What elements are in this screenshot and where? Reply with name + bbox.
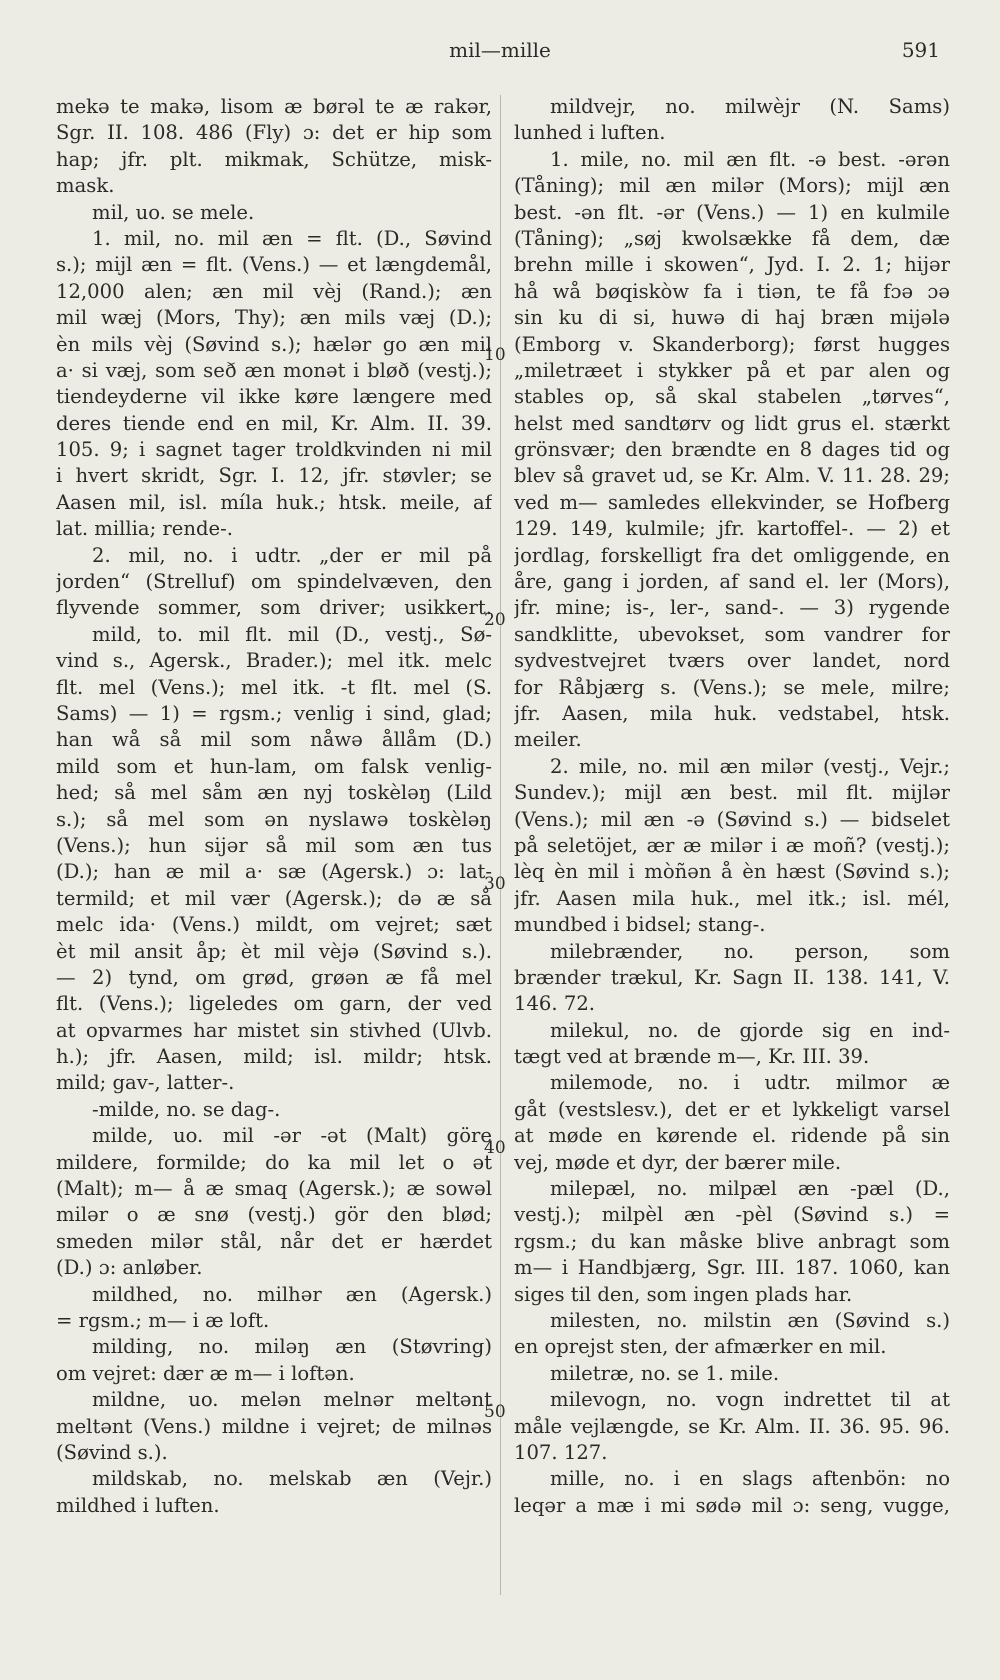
entry-text-line: (Tåning); „søj kwolsække få dem, dæ — [514, 226, 950, 250]
entry-text-line: mildere, formilde; do ka mil let o ət — [56, 1150, 492, 1174]
entry-headword-line: 2. mile, no. mil æn milər (vestj., Vejr.; — [550, 754, 950, 778]
entry-text-line: grönsvær; den brændte en 8 dages tid og — [514, 438, 950, 462]
entry-text-line: sin ku di si, huwə di haj bræn mijələ — [514, 306, 950, 330]
entry-text-line: meiler. — [514, 728, 582, 752]
entry-text-line: i hvert skridt, Sgr. I. 12, jfr. støvler; se — [56, 464, 492, 488]
entry-text-line: mild som et hun-lam, om falsk venlig- — [56, 754, 492, 778]
entry-headword-line: mille, no. i en slags aftenbön: no — [550, 1467, 950, 1491]
entry-text-line: 107. 127. — [514, 1440, 608, 1464]
entry-text-line: jfr. Aasen, mila huk. vedstabel, htsk. — [514, 701, 950, 725]
entry-text-line: = rgsm.; m— i æ loft. — [56, 1308, 270, 1332]
line-number: 10 — [484, 345, 506, 365]
entry-text-line: vestj.); milpèl æn -pèl (Søvind s.) = — [514, 1203, 950, 1227]
entry-text-line: mild; gav-, latter-. — [56, 1071, 235, 1095]
entry-headword-line: 1. mile, no. mil æn flt. -ə best. -ərən — [550, 147, 950, 171]
entry-text-line: lunhed i luften. — [514, 121, 666, 145]
entry-headword-line: mildskab, no. melskab æn (Vejr.) — [92, 1467, 492, 1491]
entry-text-line: milər o æ snø (vestj.) gör den blød; — [56, 1203, 492, 1227]
entry-text-line: sandklitte, ubevokset, som vandrer for — [514, 622, 950, 646]
entry-text-line: (Søvind s.). — [56, 1440, 168, 1464]
entry-text-line: gåt (vestslesv.), det er et lykkeligt varsel — [514, 1097, 950, 1121]
entry-text-line: Sams) — 1) = rgsm.; venlig i sind, glad; — [56, 701, 492, 725]
entry-text-line: 146. 72. — [514, 992, 596, 1016]
entry-text-line: han wå så mil som nåwə ållåm (D.) — [56, 728, 492, 752]
entry-headword-line: 1. mil, no. mil æn = flt. (D., Søvind — [92, 226, 492, 250]
entry-text-line: flt. mel (Vens.); mel itk. -t flt. mel (S. — [56, 675, 492, 699]
entry-text-line: s.); mijl æn = flt. (Vens.) — et længdemål, — [56, 253, 492, 277]
entry-text-line: (D.) ɔ: anløber. — [56, 1256, 203, 1280]
entry-text-line: vej, møde et dyr, der bærer mile. — [514, 1150, 842, 1174]
entry-text-line: smeden milər stål, når det er hærdet — [56, 1229, 492, 1253]
running-head — [0, 38, 1000, 70]
entry-text-line: jorden“ (Strelluf) om spindelvæven, den — [56, 570, 492, 594]
entry-text-line: termild; et mil vær (Agersk.); də æ så — [56, 886, 492, 910]
entry-text-line: på seletöjet, ær æ milər i æ moñ? (vestj.); — [514, 833, 950, 857]
entry-text-line: 12,000 alen; æn mil vèj (Rand.); æn — [56, 279, 492, 303]
entry-text-line: jordlag, forskelligt fra det omliggende, en — [514, 543, 950, 567]
entry-text-line: deres tiende end en mil, Kr. Alm. II. 39. — [56, 411, 492, 435]
entry-text-line: melc ida· (Vens.) mildt, om vejret; sæt — [56, 913, 492, 937]
entry-text-line: mekə te makə, lisom æ børəl te æ rakər, — [56, 95, 492, 118]
entry-headword-line: mildhed, no. milhər æn (Agersk.) — [92, 1282, 492, 1306]
entry-text-line: mask. — [56, 174, 115, 198]
entry-text-line: lat. millia; rende-. — [56, 517, 234, 541]
entry-text-line: ved m— samledes ellekvinder, se Hofberg — [514, 490, 950, 514]
entry-headword-line: milde, uo. mil -ər -ət (Malt) göre — [92, 1124, 492, 1148]
entry-text-line: en oprejst sten, der afmærker en mil. — [514, 1335, 887, 1359]
entry-headword-line: milevogn, no. vogn indrettet til at — [550, 1388, 950, 1412]
entry-text-line: mundbed i bidsel; stang-. — [514, 913, 766, 937]
entry-headword-line: mil, uo. se mele. — [92, 200, 255, 224]
entry-text-line: måle vejlængde, se Kr. Alm. II. 36. 95. 96. — [514, 1414, 950, 1438]
entry-text-line: flt. (Vens.); ligeledes om garn, der ved — [56, 992, 492, 1016]
entry-text-line: om vejret: dær æ m— i loftən. — [56, 1361, 355, 1385]
entry-text-line: s.); så mel som ən nyslawə toskèləŋ — [56, 807, 492, 831]
entry-text-line: brehn mille i skowen“, Jyd. I. 2. 1; hijər — [514, 253, 950, 277]
entry-text-line: brænder trækul, Kr. Sagn II. 138. 141, V. — [514, 965, 950, 989]
entry-text-line: jfr. mine; is-, ler-, sand-. — 3) rygende — [514, 596, 950, 620]
entry-headword-line: mild, to. mil flt. mil (D., vestj., Sø- — [92, 622, 492, 646]
entry-headword-line: miletræ, no. se 1. mile. — [550, 1361, 780, 1385]
entry-text-line: a· si væj, som seð æn monət i bløð (vestj.); — [56, 358, 492, 382]
entry-text-line: lèq èn mil i mòñən å èn hæst (Søvind s.); — [514, 860, 950, 884]
entry-text-line: (Tåning); mil æn milər (Mors); mijl æn — [514, 174, 950, 198]
entry-text-line: èn mils vèj (Søvind s.); hælər go æn mil — [56, 332, 492, 356]
entry-text-line: blev så gravet ud, se Kr. Alm. V. 11. 28. 29; — [514, 464, 950, 488]
entry-text-line: at opvarmes har mistet sin stivhed (Ulvb. — [56, 1018, 492, 1042]
entry-text-line: 105. 9; i sagnet tager troldkvinden ni mil — [56, 438, 492, 462]
entry-text-line: tægt ved at brænde m—, Kr. III. 39. — [514, 1045, 870, 1069]
entry-text-line: (D.); han æ mil a· sæ (Agersk.) ɔ: lat- — [56, 860, 492, 884]
entry-text-line: vind s., Agersk., Brader.); mel itk. melc — [56, 649, 492, 673]
entry-text-line: — 2) tynd, om grød, grøən æ få mel — [56, 965, 492, 989]
entry-headword-line: 2. mil, no. i udtr. „der er mil på — [92, 543, 492, 567]
entry-headword-line: milekul, no. de gjorde sig en ind- — [550, 1018, 950, 1042]
entry-text-line: Aasen mil, isl. míla huk.; htsk. meile, af — [56, 490, 492, 514]
entry-headword-line: mildne, uo. melən melnər meltənt — [92, 1388, 492, 1412]
entry-text-line: leqər a mæ i mi sødə mil ɔ: seng, vugge, — [514, 1493, 950, 1517]
line-number: 50 — [484, 1402, 506, 1422]
entry-headword-line: -milde, no. se dag-. — [92, 1097, 281, 1121]
entry-text-line: best. -ən flt. -ər (Vens.) — 1) en kulmile — [514, 200, 950, 224]
entry-headword-line: milebrænder, no. person, som — [550, 939, 950, 963]
page-number: 591 — [901, 38, 940, 62]
entry-text-line: „miletræet i stykker på et par alen og — [514, 358, 950, 382]
entry-text-line: mildhed i luften. — [56, 1493, 220, 1517]
entry-text-line: èt mil ansit åp; èt mil vèjə (Søvind s.). — [56, 939, 492, 963]
entry-text-line: tiendeyderne vil ikke køre længere med — [56, 385, 492, 409]
left-column — [56, 94, 492, 1519]
entry-text-line: for Råbjærg s. (Vens.); se mele, milre; — [514, 675, 950, 699]
entry-text-line: Sundev.); mijl æn best. mil flt. mijlər — [514, 781, 950, 805]
entry-text-line: 129. 149, kulmile; jfr. kartoffel-. — 2) et — [514, 517, 950, 541]
entry-text-line: (Vens.); mil æn -ə (Søvind s.) — bidselet — [514, 807, 950, 831]
entry-text-line: hå wå bøqiskòw fa i tiən, te få fɔə ɔə — [514, 279, 950, 303]
entry-text-line: siges til den, som ingen plads har. — [514, 1282, 853, 1306]
entry-text-line: hed; så mel såm æn nyj toskèləŋ (Lild — [56, 781, 492, 805]
line-number: 20 — [484, 610, 506, 630]
entry-text-line: Sgr. II. 108. 486 (Fly) ɔ: det er hip som — [56, 121, 492, 145]
column-rule — [500, 95, 501, 1595]
entry-text-line: (Malt); m— å æ smaq (Agersk.); æ sowəl — [56, 1177, 492, 1201]
entry-text-line: (Vens.); hun sijər så mil som æn tus — [56, 833, 492, 857]
entry-text-line: jfr. Aasen mila huk., mel itk.; isl. mél, — [514, 886, 950, 910]
entry-headword-line: milemode, no. i udtr. milmor æ — [550, 1071, 950, 1095]
entry-text-line: (Emborg v. Skanderborg); først hugges — [514, 332, 950, 356]
entry-text-line: stables op, så skal stabelen „tørves“, — [514, 385, 950, 409]
entry-text-line: hap; jfr. plt. mikmak, Schütze, misk- — [56, 147, 492, 171]
entry-text-line: sydvestvejret tværs over landet, nord — [514, 649, 950, 673]
right-column — [514, 94, 950, 1519]
entry-text-line: helst med sandtørv og lidt grus el. stærkt — [514, 411, 950, 435]
entry-text-line: meltənt (Vens.) mildne i vejret; de milnəs — [56, 1414, 492, 1438]
entry-text-line: rgsm.; du kan måske blive anbragt som — [514, 1229, 950, 1253]
entry-headword-line: mildvejr, no. milwèjr (N. Sams) — [550, 95, 950, 118]
entry-text-line: flyvende sommer, som driver; usikkert. — [56, 596, 492, 620]
running-head-title: mil—mille — [449, 38, 551, 62]
entry-headword-line: milding, no. miləŋ æn (Støvring) — [92, 1335, 492, 1359]
entry-text-line: at møde en kørende el. ridende på sin — [514, 1124, 950, 1148]
line-number: 30 — [484, 874, 506, 894]
line-number: 40 — [484, 1138, 506, 1158]
entry-headword-line: milepæl, no. milpæl æn -pæl (D., — [550, 1177, 950, 1201]
entry-text-line: m— i Handbjærg, Sgr. III. 187. 1060, kan — [514, 1256, 950, 1280]
entry-text-line: h.); jfr. Aasen, mild; isl. mildr; htsk. — [56, 1045, 492, 1069]
entry-headword-line: milesten, no. milstin æn (Søvind s.) — [550, 1308, 950, 1332]
entry-text-line: mil wæj (Mors, Thy); æn mils væj (D.); — [56, 306, 492, 330]
entry-text-line: åre, gang i jorden, af sand el. ler (Mors), — [514, 570, 950, 594]
